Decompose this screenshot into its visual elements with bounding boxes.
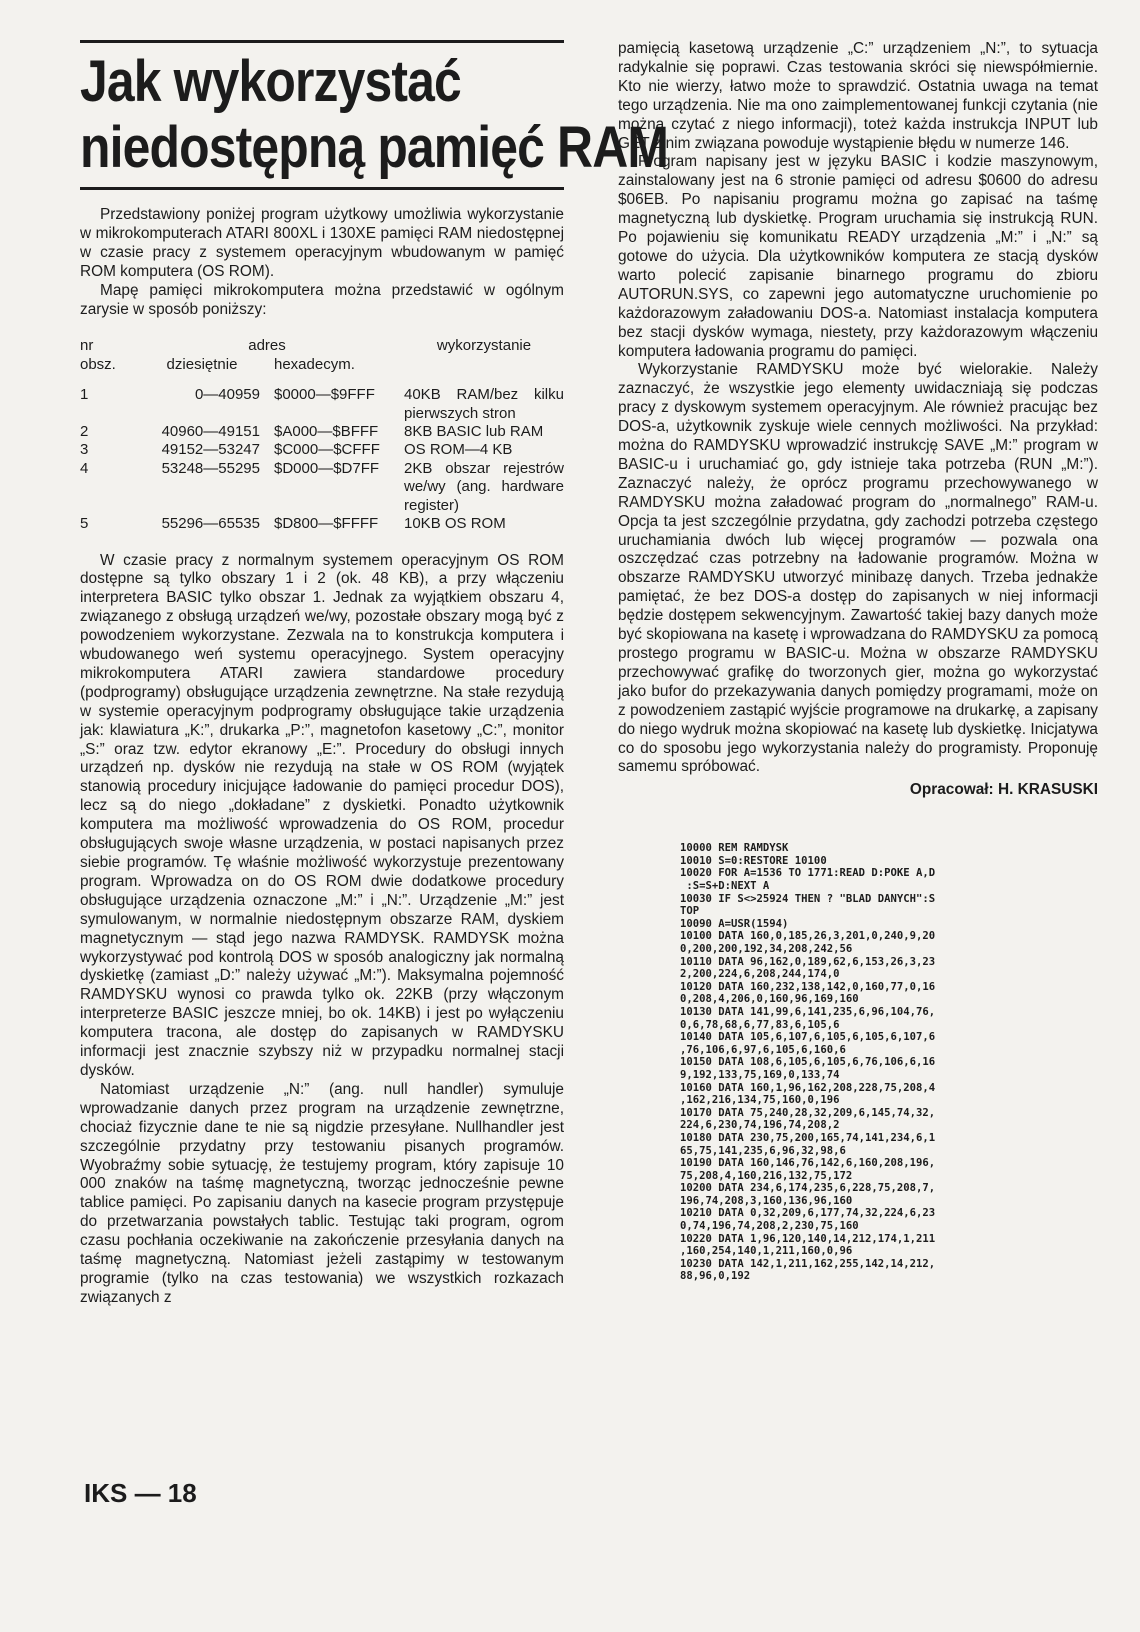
paragraph: Mapę pamięci mikrokomputera można przedstawić w ogólnym zarysie w sposób poniższy: [80, 281, 564, 318]
page-footer: IKS — 18 [84, 1478, 197, 1508]
title-bottom-rule [80, 187, 564, 190]
cell-dec: 0—40959 [194, 386, 260, 404]
title-line-2: niedostępną pamięć RAM [80, 115, 669, 180]
title-top-rule [80, 40, 564, 43]
paragraph: pamięcią kasetową urządzenie „C:” urządzeniem „N:”, to sytuacja radykalnie się poprawi. Czas testowania skróci się niewspółmiernie. Kto nie wierzy, łatwo może to sprawdzić. Ostatnia uwaga na temat tego urządzenia. Nie ma ono zaimplementowanej funkcji czytania (nie można czytać z niego informacji), toteż każda instrukcja INPUT lub GET z nim związana powoduje wystąpienie błędu w numerze 146. [618, 40, 1098, 152]
cell-dec: 55296—65535 [161, 515, 260, 533]
cell-dec: 49152—53247 [161, 441, 260, 459]
memory-map-table [80, 337, 564, 533]
intro-paragraph: Przedstawiony poniżej program użytkowy umożliwia wykorzystanie w mikrokomputerach ATARI 800XL i 130XE pamięci RAM niedostępnej w czasie pracy z systemem operacyjnym wbudowanym w pamięć ROM komputera (OS ROM). [80, 206, 564, 280]
header-hex: hexadecym. [274, 355, 355, 373]
cell-dec: 53248—55295 [161, 459, 260, 477]
cell-nr: 3 [80, 441, 89, 459]
paragraph: Program napisany jest w języku BASIC i kodzie maszynowym, zainstalowany jest na 6 stronie pamięci od adresu $0600 do adresu $06EB. Po napisaniu programu można go zapisać na taśmę magnetyczną lub dyskietkę. Program uruchamia się instrukcją RUN. Po pojawieniu się komunikatu READY urządzenia „M:” i „N:” są gotowe do użycia. Dla użytkowników komputera ze stacją dysków warto polecić zapisanie binarnego programu do zbioru AUTORUN.SYS, co zapewni jego automatyczne uruchomienie po każdorazowym załadowaniu DOS-a. Natomiast instalacja komputera bez stacji dysków wymaga, niestety, przy każdorazowym włączeniu komputera ładowania programu do pamięci. [618, 153, 1098, 360]
table-row [80, 386, 564, 423]
article-title [80, 49, 669, 181]
header-dec: dziesiętnie [166, 355, 238, 373]
table-row [80, 441, 564, 459]
header-adres: adres [248, 337, 286, 355]
header-nr: nr [80, 337, 94, 355]
left-column [80, 40, 669, 1308]
header-use: wykorzystanie [436, 337, 532, 355]
cell-dec: 40960—49151 [161, 423, 260, 441]
table-header [80, 337, 564, 355]
cell-nr: 1 [80, 386, 89, 404]
cell-use: 40KB RAM/bez kilku pierwszych stron [404, 386, 564, 422]
cell-use: 2KB obszar rejestrów we/wy (ang. hardware register) [404, 459, 564, 514]
header-obsz: obsz. [80, 355, 116, 373]
basic-listing: 10000 REM RAMDYSK 10010 S=0:RESTORE 10100 10020 FOR A=1536 TO 1771:READ D:POKE A,D :S=S+D:NEXT A 10030 IF S<>25924 THEN ? "BLAD DANYCH":S TOP 10090 A=USR(1594) 10100 DATA 160,0,185,26,3,201,0,240,9,20 0,200,200,192,34,208,242,56 10110 DATA 96,162,0,189,62,6,153,26,3,23 2,200,224,6,208,244,174,0 10120 DATA 160,232,138,142,0,160,77,0,16 0,208,4,206,0,160,96,169,160 10130 DATA 141,99,6,141,235,6,96,104,76, 0,6,78,68,6,77,83,6,105,6 10140 DATA 105,6,107,6,105,6,105,6,107,6 ,76,106,6,97,6,105,6,160,6 10150 DATA 108,6,105,6,105,6,76,106,6,16 9,192,133,75,169,0,133,74 10160 DATA 160,1,96,162,208,228,75,208,4 ,162,216,134,75,160,0,196 10170 DATA 75,240,28,32,209,6,145,74,32, 224,6,230,74,196,74,208,2 10180 DATA 230,75,200,165,74,141,234,6,1 65,75,141,235,6,96,32,98,6 10190 DATA 160,146,76,142,6,160,208,196, 75,208,4,160,216,132,75,172 10200 DATA 234,6,174,235,6,228,75,208,7, 196,74,208,3,160,136,96,160 10210 DATA 0,32,209,6,177,74,32,224,6,23 0,74,196,74,208,2,230,75,160 10220 DATA 1,96,120,140,14,212,174,1,211 ,160,254,140,1,211,160,0,96 10230 DATA 142,1,211,162,255,142,14,212, 88,96,0,192 [680, 842, 936, 1283]
cell-nr: 2 [80, 423, 89, 441]
cell-nr: 4 [80, 459, 89, 477]
cell-hex: $C000—$CFFF [274, 441, 380, 459]
title-line-1: Jak wykorzystać [80, 49, 461, 114]
paragraph: Wykorzystanie RAMDYSKU może być wielorakie. Należy zaznaczyć, że wszystkie jego elementy uwidaczniają się podczas pracy z dyskowym systemem operacyjnym. Ale również pracując bez DOS-a, użytkownik zyskuje wiele cennych możliwości. Na przykład: można do RAMDYSKU wprowadzić instrukcję SAVE „M:” program w BASIC-u i uruchamiać go, gdy istnieje taka potrzeba (RUN „M:”). Zaznaczyć należy, że oprócz programu przechowywanego w RAMDYSKU można załadować program do „normalnego” RAM-u. Opcja ta jest szczególnie przydatna, gdy zachodzi potrzeba częstego uruchamiania dwóch lub więcej programów — pozwala ona oszczędzać czas potrzebny na ładowanie programów. Można w obszarze RAMDYSKU utworzyć minibazę danych. Trzeba jednakże pamiętać, że bez DOS-a dostęp do zapisanych w niej informacji będzie dostępem sekwencyjnym. Zawartość takiej bazy danych może być skopiowana na kasetę i wprowadzana do RAMDYSKU za pomocą prostego programu w BASIC-u. Można w obszarze RAMDYSKU przechowywać grafikę do tworzonych gier, można go wykorzystać jako bufor do przekazywania danych pomiędzy programami, może on z powodzeniem zastąpić wyjście programowe na drukarkę, a zapisany do niego wydruk można skopiować na kasetę lub dyskietkę. Inicjatywa co do sposobu jego wykorzystania należy do programisty. Proponuję samemu spróbować. [618, 361, 1098, 776]
table-subheader [80, 356, 564, 374]
cell-hex: $A000—$BFFF [274, 423, 379, 441]
cell-nr: 5 [80, 515, 89, 533]
paragraph: Natomiast urządzenie „N:” (ang. null handler) symuluje wprowadzanie danych przez program na urządzenie zewnętrzne, chociaż fizycznie dane te nie są nigdzie przesyłane. Nullhandler jest szczególnie przydatny przy testowaniu pisanych programów. Wyobraźmy sobie sytuację, że testujemy program, który zapisuje 10 000 znaków na taśmę magnetyczną, tworząc jednocześnie pewne tablice pamięci. Po zapisaniu danych na kasecie program przystępuje do przetwarzania powstałych tablic. Testując taki program, ogrom czasu pochłania oczekiwanie na zakończenie przesyłania danych na taśmę magnetyczną. Natomiast jeżeli zastąpimy w testowanym programie (tylko na czas testowania) we wszystkich rozkazach związanych z [80, 1080, 564, 1306]
cell-use: OS ROM—4 KB [404, 441, 513, 459]
cell-use: 10KB OS ROM [404, 515, 506, 533]
cell-hex: $0000—$9FFF [274, 386, 375, 404]
table-row [80, 423, 564, 441]
cell-hex: $D000—$D7FF [274, 459, 380, 477]
table-row [80, 460, 564, 515]
right-column [618, 40, 1098, 1283]
paragraph: W czasie pracy z normalnym systemem operacyjnym OS ROM dostępne są tylko obszary 1 i 2 (ok. 48 KB), a przy włączeniu interpretera BASIC tylko obszar 1. Jednak za wyjątkiem obszaru 4, związanego z obsługą urządzeń we/wy, pozostałe obszary mogą być z powodzeniem wykorzystane. Zezwala na to konstrukcja komputera i wbudowanego weń systemu operacyjnego. System operacyjny mikrokomputera ATARI zawiera standardowe procedury (podprogramy) obsługujące urządzenia zewnętrzne. Na stałe rezydują w systemie operacyjnym podprogramy obsługujące takie urządzenia jak: klawiatura „K:”, drukarka „P:”, magnetofon kasetowy „C:”, monitor „S:” oraz tzw. edytor ekranowy „E:”. Procedury do obsługi innych urządzeń np. dysków nie rezydują na stałe w OS ROM (wyjątek stanowią procedury inicjujące ładowanie do pamięci procedur DOS), lecz są do niego „dokładane” z dyskietki. Ponadto użytkownik komputera ma możliwość wprowadzenia do OS ROM, procedur obsługujących swoje własne urządzenia, w postaci napisanych przez siebie programów. Tę właśnie możliwość wykorzystuje prezentowany program. Wprowadza on do OS ROM dwie dodatkowe procedury obsługujące urządzenia oznaczone „M:” i „N:”. Urządzenie „M:” jest symulowanym, w normalnie niedostępnym obszarze RAM, dyskiem magnetycznym — stąd jego nazwa RAMDYSK. RAMDYSK można wykorzystywać pod kontrolą DOS w sposób analogiczny jak normalną dyskietkę (zamiast „D:” należy używać „M:”). Maksymalna pojemność RAMDYSKU wynosi co prawda tylko ok. 22KB (przy włączonym interpreterze BASIC jeszcze mniej, bo ok. 14KB) i jest po wyłączeniu komputera tracona, ale dostęp do zapisanych w RAMDYSKU informacji jest znacznie szybszy niż w przypadku normalnej stacji dysków. [80, 551, 564, 1079]
table-row [80, 515, 564, 533]
author-credit: Opracował: H. KRASUSKI [909, 781, 1098, 799]
cell-use: 8KB BASIC lub RAM [404, 423, 544, 441]
cell-hex: $D800—$FFFF [274, 515, 379, 533]
